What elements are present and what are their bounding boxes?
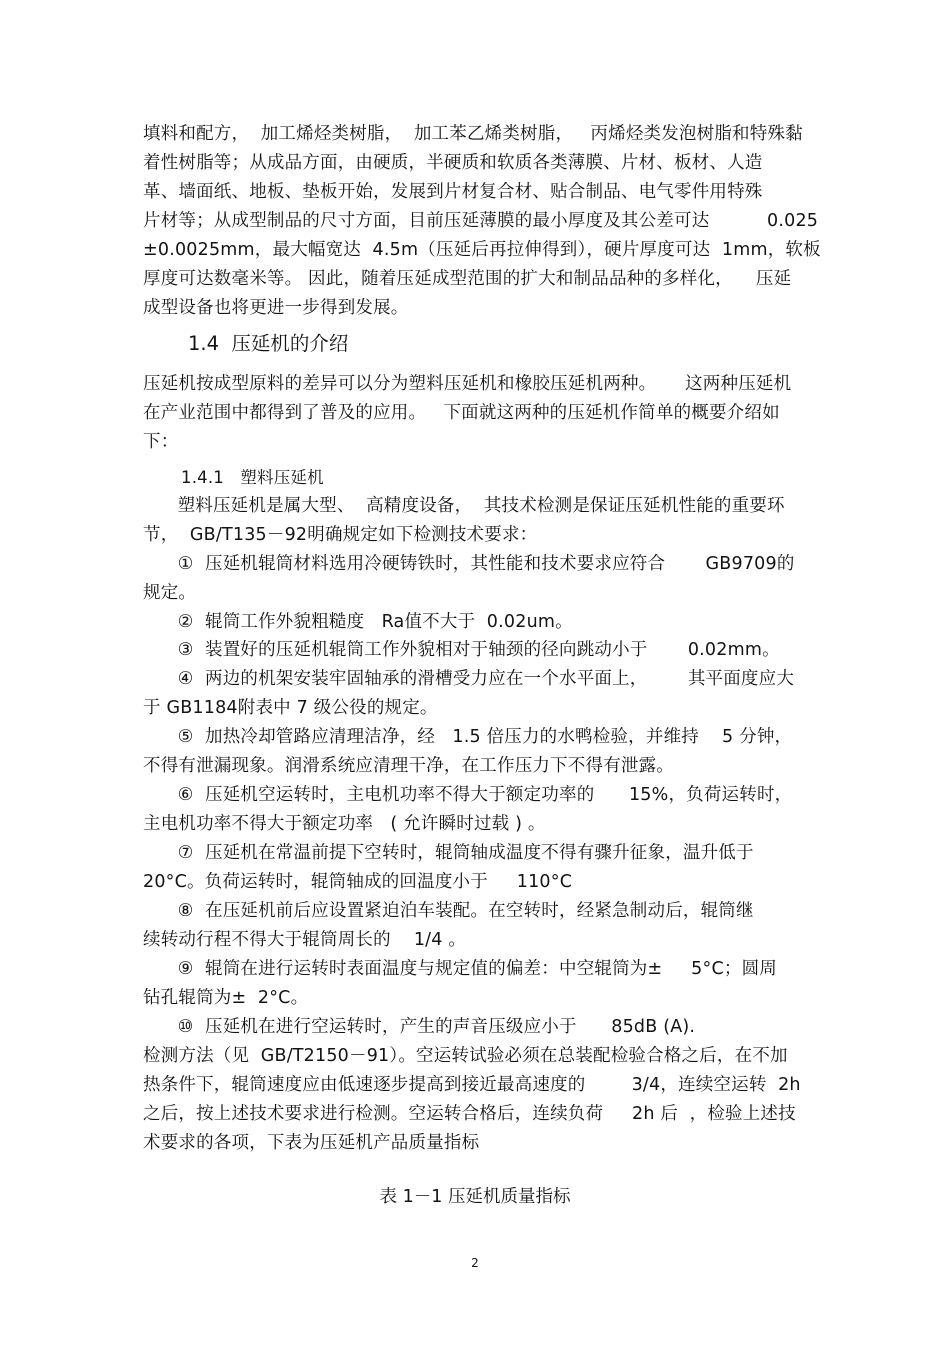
text-line: 节， GB/T135－92明确规定如下检测技术要求：	[143, 525, 538, 545]
text-line: 塑料压延机是属大型、 高精度设备， 其技术检测是保证压延机性能的重要环	[143, 496, 785, 516]
table-caption: 表 1－1 压延机质量指标	[379, 1187, 571, 1207]
text-line: 厚度可达数毫米等。 因此，随着压延成型范围的扩大和制品品种的多样化， 压延	[143, 269, 792, 289]
list-item: ④ 两边的机架安装牢固轴承的滑槽受力应在一个水平面上， 其平面度应大	[143, 669, 795, 689]
list-item: 20°C。负荷运转时，辊筒轴成的回温度小于 110°C	[143, 872, 573, 892]
list-item: ⑧ 在压延机前后应设置紧迫泊车装配。在空转时，经紧急制动后，辊筒继	[143, 901, 754, 921]
list-item: 之后，按上述技术要求进行检测。空运转合格后，连续负荷 2h 后 ，检验上述技	[143, 1104, 796, 1124]
text-line: 着性树脂等；从成品方面，由硬质，半硬质和软质各类薄膜、片材、板材、人造	[143, 153, 763, 173]
text-line: 革、墙面纸、地板、垫板开始，发展到片材复合材、贴合制品、电气零件用特殊	[143, 182, 763, 202]
section-heading: 1.4 压延机的介绍	[188, 332, 349, 355]
list-item: ⑩ 压延机在进行空运转时，产生的声音压级应小于 85dB (A).	[143, 1017, 696, 1037]
text-line: 下：	[143, 432, 179, 452]
list-item: ② 辊筒工作外貌粗糙度 Ra值不大于 0.02um。	[143, 612, 573, 632]
list-item: 检测方法（见 GB/T2150－91）。空运转试验必须在总装配检验合格之后，在不加	[143, 1046, 788, 1066]
list-item: ① 压延机辊筒材料选用冷硬铸铁时，其性能和技术要求应符合 GB9709的	[143, 554, 795, 574]
page-number: 2	[471, 1256, 479, 1270]
list-item: ⑥ 压延机空运转时，主电机功率不得大于额定功率的 15%，负荷运转时，	[143, 785, 793, 805]
list-item: 不得有泄漏现象。润滑系统应清理干净，在工作压力下不得有泄露。	[143, 756, 674, 776]
list-item: 术要求的各项，下表为压延机产品质量指标	[143, 1133, 480, 1153]
list-item: ⑤ 加热冷却管路应清理洁净，经 1.5 倍压力的水鸭检验，并维持 5 分钟，	[143, 727, 793, 747]
list-item: 钻孔辊筒为± 2°C。	[143, 988, 309, 1008]
list-item: ⑦ 压延机在常温前提下空转时，辊筒轴成温度不得有骤升征象，温升低于	[143, 843, 754, 863]
list-item: 热条件下，辊筒速度应由低速逐步提高到接近最高速度的 3/4，连续空运转 2h	[143, 1075, 801, 1095]
text-line: 在产业范围中都得到了普及的应用。 下面就这两种的压延机作简单的概要介绍如	[143, 403, 780, 423]
subsection-heading: 1.4.1 塑料压延机	[181, 468, 324, 487]
text-line: ±0.0025mm，最大幅宽达 4.5m（压延后再拉伸得到），硬片厚度可达 1mm，软板	[143, 240, 821, 260]
list-item: ③ 装置好的压延机辊筒工作外貌相对于轴颈的径向跳动小于 0.02mm。	[143, 640, 780, 660]
list-item: 规定。	[143, 583, 197, 603]
list-item: 于 GB1184附表中 7 级公役的规定。	[143, 698, 438, 718]
list-item: ⑨ 辊筒在进行运转时表面温度与规定值的偏差：中空辊筒为± 5°C；圆周	[143, 959, 777, 979]
list-item: 续转动行程不得大于辊筒周长的 1/4 。	[143, 930, 467, 950]
text-line: 填料和配方， 加工烯烃类树脂， 加工苯乙烯类树脂， 丙烯烃类发泡树脂和特殊黏	[143, 124, 803, 144]
text-line: 片材等；从成型制品的尺寸方面，目前压延薄膜的最小厚度及其公差可达 0.025	[143, 211, 819, 231]
list-item: 主电机功率不得大于额定功率 ( 允许瞬时过载 ) 。	[143, 814, 546, 834]
text-line: 成型设备也将更进一步得到发展。	[143, 298, 409, 318]
text-line: 压延机按成型原料的差异可以分为塑料压延机和橡胶压延机两种。 这两种压延机	[143, 374, 792, 394]
